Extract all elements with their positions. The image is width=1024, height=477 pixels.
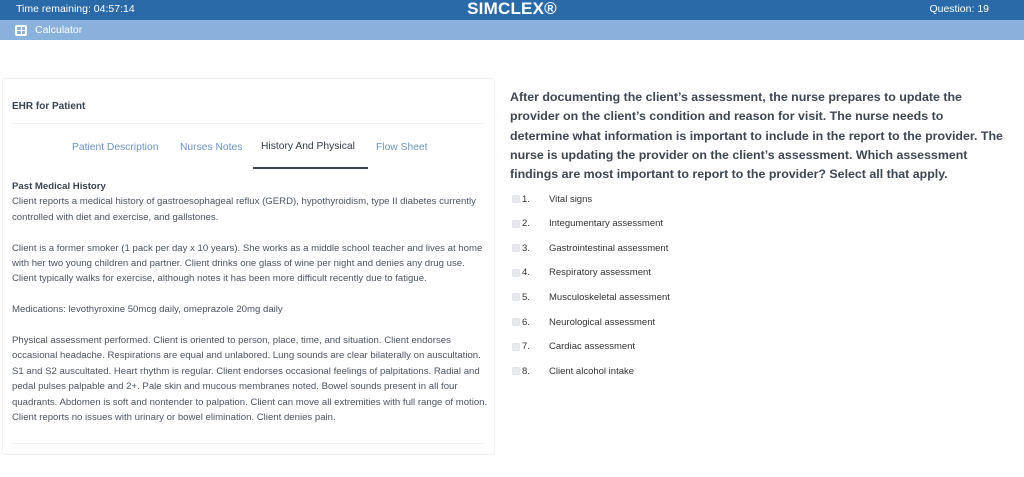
checkbox[interactable] [512, 318, 520, 326]
option-label: Integumentary assessment [549, 218, 664, 230]
ehr-tabs [3, 134, 494, 162]
section-title: Past Medical History [12, 181, 106, 192]
checkbox[interactable] [512, 293, 520, 301]
question-text: After documenting the client’s assessment, the nurse prepares to update the provider on the client’s condition and reason for visit. The nurse needs to determine what information is important to include in the report to the provider. The nurse is updating the provider on the client’s assessment. Which assessment findings are most important to report to the provider? Select all that apply. [510, 90, 1003, 182]
option-label: Musculoskeletal assessment [549, 291, 670, 303]
option-number: 5. [522, 291, 530, 303]
ehr-panel [2, 78, 495, 455]
history-paragraph: Client reports a medical history of gastroesophageal reflux (GERD), hypothyroidism, type II diabetes currently controlled with diet and exercise, and gallstones. [12, 196, 476, 223]
checkbox[interactable] [512, 220, 520, 228]
option-number: 4. [522, 267, 530, 279]
option-4[interactable] [512, 266, 651, 280]
ehr-bottom-divider [13, 443, 484, 444]
tab-nurses-notes[interactable]: Nurses Notes [180, 142, 243, 153]
option-number: 3. [522, 242, 530, 254]
option-7[interactable] [512, 340, 635, 354]
option-number: 2. [522, 218, 530, 230]
option-8[interactable] [512, 364, 634, 378]
top-header-bar [0, 0, 1024, 20]
tab-patient-description[interactable]: Patient Description [72, 142, 159, 153]
option-label: Vital signs [549, 193, 593, 205]
ehr-title: EHR for Patient [12, 101, 86, 112]
tab-flow-sheet[interactable]: Flow Sheet [376, 142, 428, 153]
option-3[interactable] [512, 241, 668, 255]
option-number: 1. [522, 193, 530, 205]
option-label: Respiratory assessment [549, 267, 651, 279]
social-history-paragraph: Client is a former smoker (1 pack per day x 10 years). She works as a middle school teacher and lives at home with her two young children and partner. Client drinks one glass of wine per night and denies any drug use. Client typically walks for exercise, although notes it has been more difficult recently due to fatigue. [12, 242, 483, 285]
active-tab-indicator [253, 167, 368, 169]
medications-paragraph: Medications: levothyroxine 50mcg daily, omeprazole 20mg daily [12, 304, 283, 316]
option-6[interactable] [512, 315, 655, 329]
option-label: Cardiac assessment [549, 341, 636, 353]
physical-assessment-paragraph: Physical assessment performed. Client is oriented to person, place, time, and situation. Client endorses occasional headache. Respirations are equal and unlabored. Lung sounds are clear bilaterally on auscultation. S1 and S2 auscultated. Heart rhythm is regular. Client endorses occasional feelings of palpitations. Radial and pedal pulses palpable and 2+. Pale skin and mucous membranes noted. Bowel sounds present in all four quadrants. Abdomen is soft and nontender to palpation. Client can move all extremities with full range of motion. Client reports no issues with urinary or bowel elimination. Client denies pain. [12, 335, 488, 424]
option-1[interactable] [512, 192, 592, 206]
checkbox[interactable] [512, 269, 520, 277]
checkbox[interactable] [512, 244, 520, 252]
checkbox[interactable] [512, 343, 520, 351]
option-label: Client alcohol intake [549, 365, 635, 377]
toolbar [0, 20, 1024, 40]
checkbox[interactable] [512, 195, 520, 203]
option-5[interactable] [512, 290, 670, 304]
calculator-label: Calculator [35, 24, 83, 36]
history-and-physical-content [12, 179, 488, 425]
option-label: Neurological assessment [549, 316, 656, 328]
calculator-button[interactable] [15, 24, 82, 36]
calculator-icon [15, 25, 27, 36]
ehr-divider [13, 123, 484, 124]
question-panel [510, 88, 1005, 377]
time-remaining: Time remaining: 04:57:14 [16, 3, 135, 15]
checkbox[interactable] [512, 367, 520, 375]
question-number: Question: 19 [929, 3, 989, 15]
tab-history-and-physical[interactable]: History And Physical [261, 141, 355, 152]
option-number: 7. [522, 341, 530, 353]
brand-logo: SIMCLEX® [467, 0, 557, 18]
option-2[interactable] [512, 217, 663, 231]
option-label: Gastrointestinal assessment [549, 242, 669, 254]
option-number: 6. [522, 316, 530, 328]
option-number: 8. [522, 365, 530, 377]
